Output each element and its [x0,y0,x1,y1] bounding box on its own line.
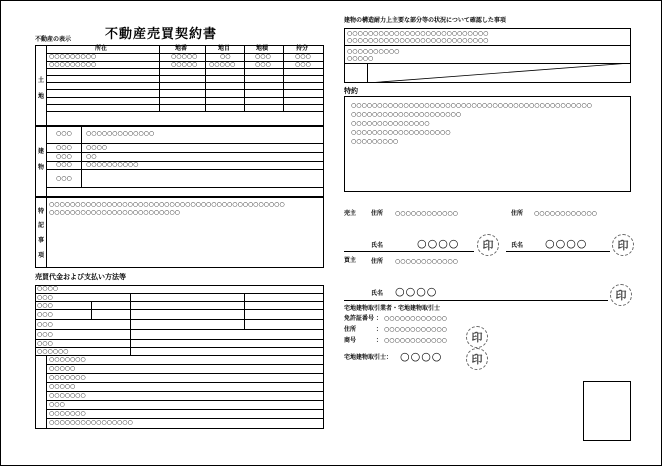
seller-name: ○○○○ [417,237,460,250]
seller2-name-label: 氏名 [511,242,524,249]
land-header-category: 地目 [218,45,231,52]
seller-address-label: 住所 [371,210,384,217]
land-cell: ○○ [220,53,231,60]
page-title: 不動産売買契約書 [105,27,218,42]
license-value: ○○○○○○○○○○○○ [384,315,447,322]
payment-row: ○○○ [37,294,53,301]
payment-subrow: ○○○○○○○ [49,374,86,381]
land-cell: ○○○○○ [171,53,198,60]
building-cell: ○○○○○○○○○○ [86,161,139,168]
building-cell: ○○○○ [86,144,107,151]
broker-address-value: ○○○○○○○○○○○○ [384,326,447,333]
building-cell: ○○○ [56,153,72,160]
notes-line: ○○○○○○○○○○○○○○○○○○○○○○○○○ [49,209,180,216]
notes-label-2: 記 [38,222,45,229]
seller2-address: ○○○○○○○○○○○○ [534,210,597,217]
structure-line: ○○○○○○○○○○○○○○○○○○○○○○○○○○○ [347,37,489,44]
payment-row: ○○○ [37,331,53,338]
land-cell: ○○○○○ [171,61,198,68]
payment-row: ○○○○○○ [37,348,69,355]
notes-label-1: 特 [38,208,45,215]
broker-address-colon: ： [376,326,383,333]
trade-name-colon: ： [376,337,383,344]
structure-diagonal [367,63,631,83]
broker-heading: 宅地建物取引業者・宅地建物取引士 [344,305,441,312]
payment-subrow: ○○○○○○○ [49,410,86,417]
buyer-seal: 印 [610,284,632,306]
land-header-lot: 地番 [175,45,188,52]
buyer-name-label: 氏名 [371,290,384,297]
notes-label-3: 事 [38,237,45,244]
special-line: ○○○○○○○○○○○○○○○○○○○○○ [351,111,461,118]
seller2-seal: 印 [612,234,634,256]
land-label-1: 土 [38,77,45,84]
seller-address: ○○○○○○○○○○○○ [395,210,458,217]
building-cell: ○○○ [56,130,72,137]
payment-subrow: ○○○○○○○ [49,392,86,399]
payment-row: ○○○ [37,311,53,318]
structure-heading: 建物の構造耐力上主要な部分等の状況について確認した事項 [344,17,506,24]
special-line: ○○○○○○○○○ [351,138,399,145]
agent-name: ○○○○ [400,350,443,363]
license-colon: ： [376,315,383,322]
payment-subrow: ○○○○○ [49,365,76,372]
buyer-address: ○○○○○○○○○○○○ [395,258,458,265]
buyer-address-label: 住所 [371,258,384,265]
land-cell: ○○○ [295,61,311,68]
land-cell: ○○○ [295,53,311,60]
building-cell: ○○○○○○○○○○○○○ [86,130,155,137]
land-header-area: 地積 [256,45,269,52]
seller-name-label: 氏名 [371,242,384,249]
property-heading: 不動産の表示 [35,36,72,43]
notes-line: ○○○○○○○○○○○○○○○○○○○○○○○○○○○○○○○○○○○○○○○○○○○○○ [49,201,285,208]
building-cell: ○○○ [56,144,72,151]
building-cell: ○○ [86,153,97,160]
land-cell: ○○○ [255,61,271,68]
land-cell: ○○○○○ [209,61,236,68]
broker-seal: 印 [466,326,488,348]
license-label: 免許証番号 [344,315,375,322]
land-header-location: 所在 [95,45,108,52]
broker-address-label: 住所 [344,326,357,333]
payment-subrow: ○○○○○○○○○○○○○○○○ [49,419,133,426]
payment-row: ○○○○ [37,285,58,292]
building-label-1: 建 [38,148,45,155]
seller-seal: 印 [477,234,499,256]
building-cell: ○○○ [56,175,72,182]
structure-line: ○○○○○ [347,55,374,62]
building-cell: ○○○ [56,161,72,168]
payment-row: ○○○ [37,321,53,328]
agent-seal: 印 [466,348,488,370]
buyer-name: ○○○○ [395,285,438,298]
special-line: ○○○○○○○○○○○○○○○○○○○ [351,129,451,136]
buyer-label: 買主 [344,257,357,264]
trade-name-value: ○○○○○○○○○○○○ [384,337,447,344]
special-heading: 特約 [344,87,358,95]
seller-label: 売主 [344,210,357,217]
structure-line: ○○○○○○○○○○ [347,48,400,55]
seller2-address-label: 住所 [511,210,524,217]
land-label-2: 地 [38,93,45,100]
special-line: ○○○○○○○○○○○○○○○○○○○○○○○○○○○○○○○○○○○○○○○○○○○○○○ [351,102,592,109]
revenue-stamp-box [583,381,631,441]
payment-subrow: ○○○○○○○ [49,356,86,363]
trade-name-label: 商号 [344,337,357,344]
structure-line: ○○○○○○○○○○○○○○○○○○○○○○○○○○○ [347,30,489,37]
payment-subrow: ○○○ [49,401,65,408]
notes-label-4: 項 [38,252,45,259]
agent-label: 宅地建物取引士： [344,354,393,361]
payment-heading: 売買代金および支払い方法等 [35,273,126,281]
seller2-name: ○○○○ [545,237,588,250]
land-cell: ○○○ [255,53,271,60]
payment-row: ○○○ [37,302,53,309]
building-label-2: 物 [38,164,45,171]
payment-subrow: ○○○○○ [49,383,76,390]
land-cell: ○○○○○○○○○ [49,61,97,68]
special-line: ○○○○○○○○○○○○○○○ [351,120,430,127]
land-cell: ○○○○○○○○○ [49,53,97,60]
payment-row: ○○○ [37,340,53,347]
land-header-share: 持分 [296,45,309,52]
